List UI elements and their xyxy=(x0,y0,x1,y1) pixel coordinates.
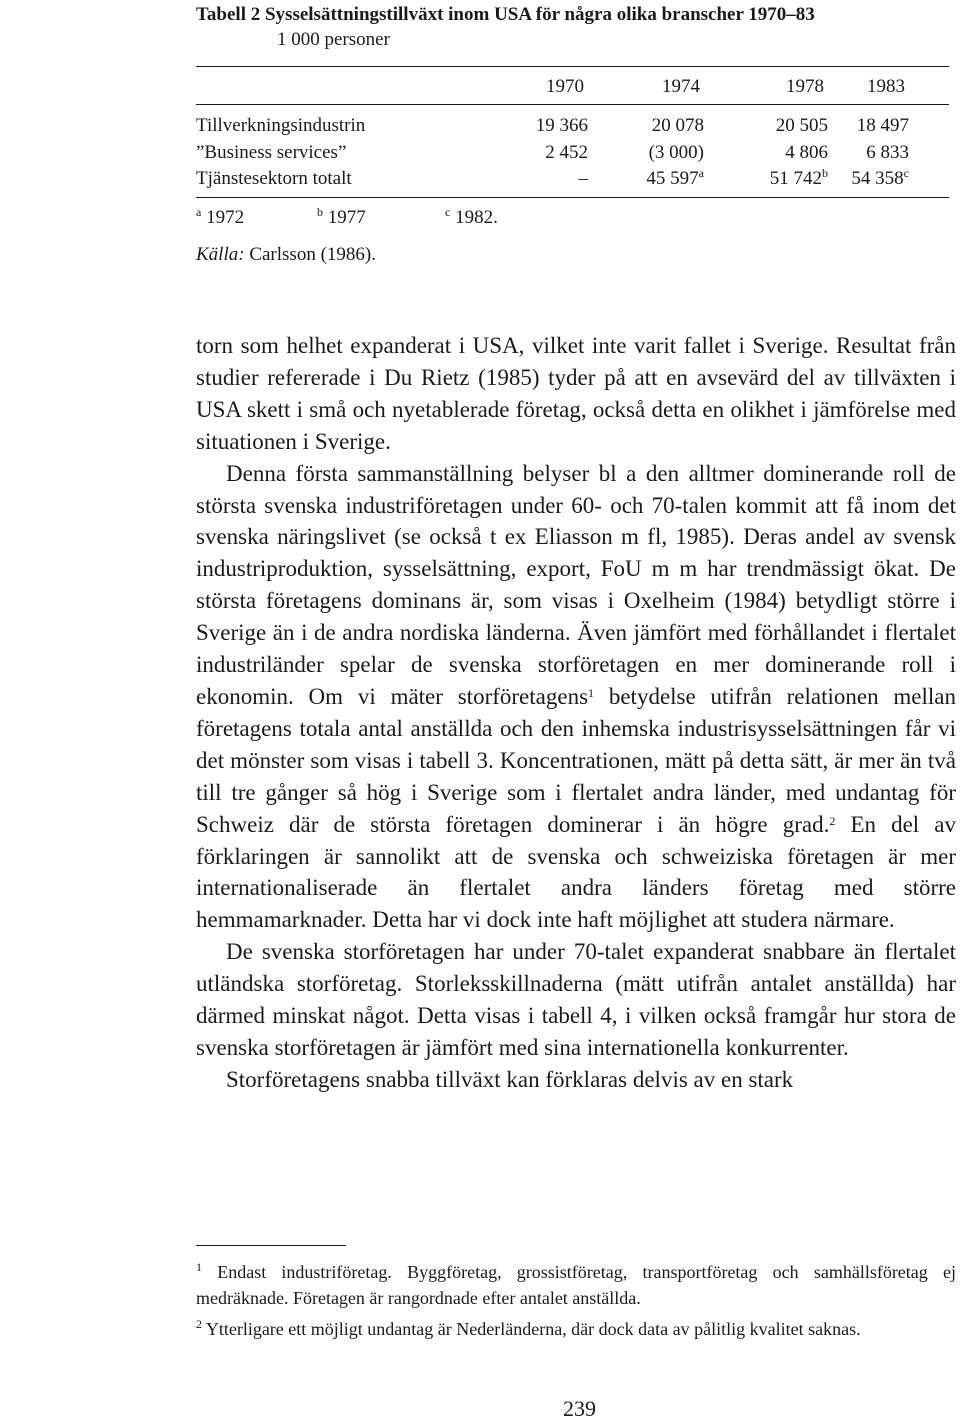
table-cell: 54 358$^c$ xyxy=(851,166,909,189)
table-cell: 19 366 xyxy=(535,115,588,136)
row-label: Tillverkningsindustrin xyxy=(196,115,366,136)
table-source: Källa: Carlsson (1986). xyxy=(196,244,376,265)
table-cell: 20 078 xyxy=(651,115,704,136)
paragraph: torn som helhet expanderat i USA, vilket inte varit fallet i Sverige. Resultat från studier refererade i Du Rietz (1985) tyder på att en avsevärd del av tillväxten i USA skett i små och nyetablerade företag, också detta en olikhet i jämförelse med situationen i Sverige. xyxy=(196,333,956,454)
note-marker: a xyxy=(698,166,704,180)
table-caption: Tabell 2 Sysselsättningstillväxt inom USA för några olika branscher 1970–83 xyxy=(196,4,815,25)
table-note: $^b$ 1977 xyxy=(317,205,366,228)
table-cell: 6 833 xyxy=(866,142,909,163)
table-bottom-rule xyxy=(196,197,949,198)
paragraph: Storföretagens snabba tillväxt kan förklaras delvis av en stark xyxy=(226,1066,794,1092)
row-label: Tjänstesektorn totalt xyxy=(196,168,352,189)
table-cell: – xyxy=(578,168,588,189)
table-unit: 1 000 personer xyxy=(277,29,390,50)
table-note: $^a$ 1972 xyxy=(196,205,245,228)
page-number: 239 xyxy=(563,1396,596,1421)
body-text xyxy=(196,330,956,1096)
footnote: $^2$ Ytterligare ett möjligt undantag är Nederländerna, där dock data av pålitlig kvalitet saknas. xyxy=(196,1317,861,1339)
table-cell: 45 597$^a$ xyxy=(646,166,704,189)
table-note: $^c$ 1982. xyxy=(445,205,498,228)
column-header-year: 1978 xyxy=(786,76,824,97)
column-header-year: 1974 xyxy=(662,76,700,97)
table-cell: 51 742$^b$ xyxy=(769,166,828,189)
paragraph: De svenska storföretagen har under 70-talet expanderat snabbare än flertalet utländska storföretag. Storleksskillnaderna (mätt utifrån antalet anställda) har därmed minskat något. Detta visas i tabell 4, i vilken också framgår hur stora de svenska storföretagen är jämfört med sina internationella konkurrenter. xyxy=(196,939,956,1060)
footnote-ref: 2 xyxy=(829,813,836,828)
column-header-year: 1983 xyxy=(867,76,905,97)
footnote: $^1$ Endast industriföretag. Byggföretag, grossistföretag, transportföretag och samhällsföretag ej medräknade. Företagen är rangordnade efter antalet anställda. xyxy=(196,1260,956,1308)
table-cell: (3 000) xyxy=(648,142,704,163)
paragraph: Denna första sammanställning belyser bl a den alltmer dominerande roll de största svenska industriföretagen under 60- och 70-talen kommit att få inom det svenska näringslivet (se också t ex Eliasson m fl, 1985). Deras andel av svensk industriproduktion, sysselsättning, export, FoU m m har trendmässigt ökat. De största företagens dominans är, som visas i Oxelheim (1984) betydligt större i Sverige än i de andra nordiska länderna. Även jämfört med förhållandet i flertalet industriländer spelar de svenska storföretagen en mer dominerande roll i ekonomin. Om vi mäter storföretagens$^1$ betydelse utifrån relationen mellan företagens totala antal anställda och den inhemska industrisysselsättningen får vi det mönster som visas i tabell 3. Koncentrationen, mätt på detta sätt, är mer än två till tre gånger så hög i Sverige som i flertalet andra länder, med undantag för Schweiz där de största företagen dominerar i än högre grad.$^2$ En del av förklaringen är sannolikt att de svenska och schweiziska företagen är mer internationaliserade än flertalet andra länders företag med större hemmamarknader. Detta har vi dock inte haft möjlighet att studera närmare. xyxy=(196,460,956,933)
table-cell: 18 497 xyxy=(856,115,909,136)
table-cell: 4 806 xyxy=(785,142,828,163)
note-marker: c xyxy=(903,166,909,180)
footnote-rule xyxy=(196,1245,346,1246)
table-cell: 2 452 xyxy=(545,142,588,163)
table-top-rule xyxy=(196,66,949,67)
note-marker: b xyxy=(822,166,828,180)
footnote-ref: 1 xyxy=(588,685,595,700)
table-cell: 20 505 xyxy=(775,115,828,136)
table-header-rule xyxy=(196,104,949,105)
row-label: ”Business services” xyxy=(196,142,347,163)
column-header-year: 1970 xyxy=(546,76,584,97)
